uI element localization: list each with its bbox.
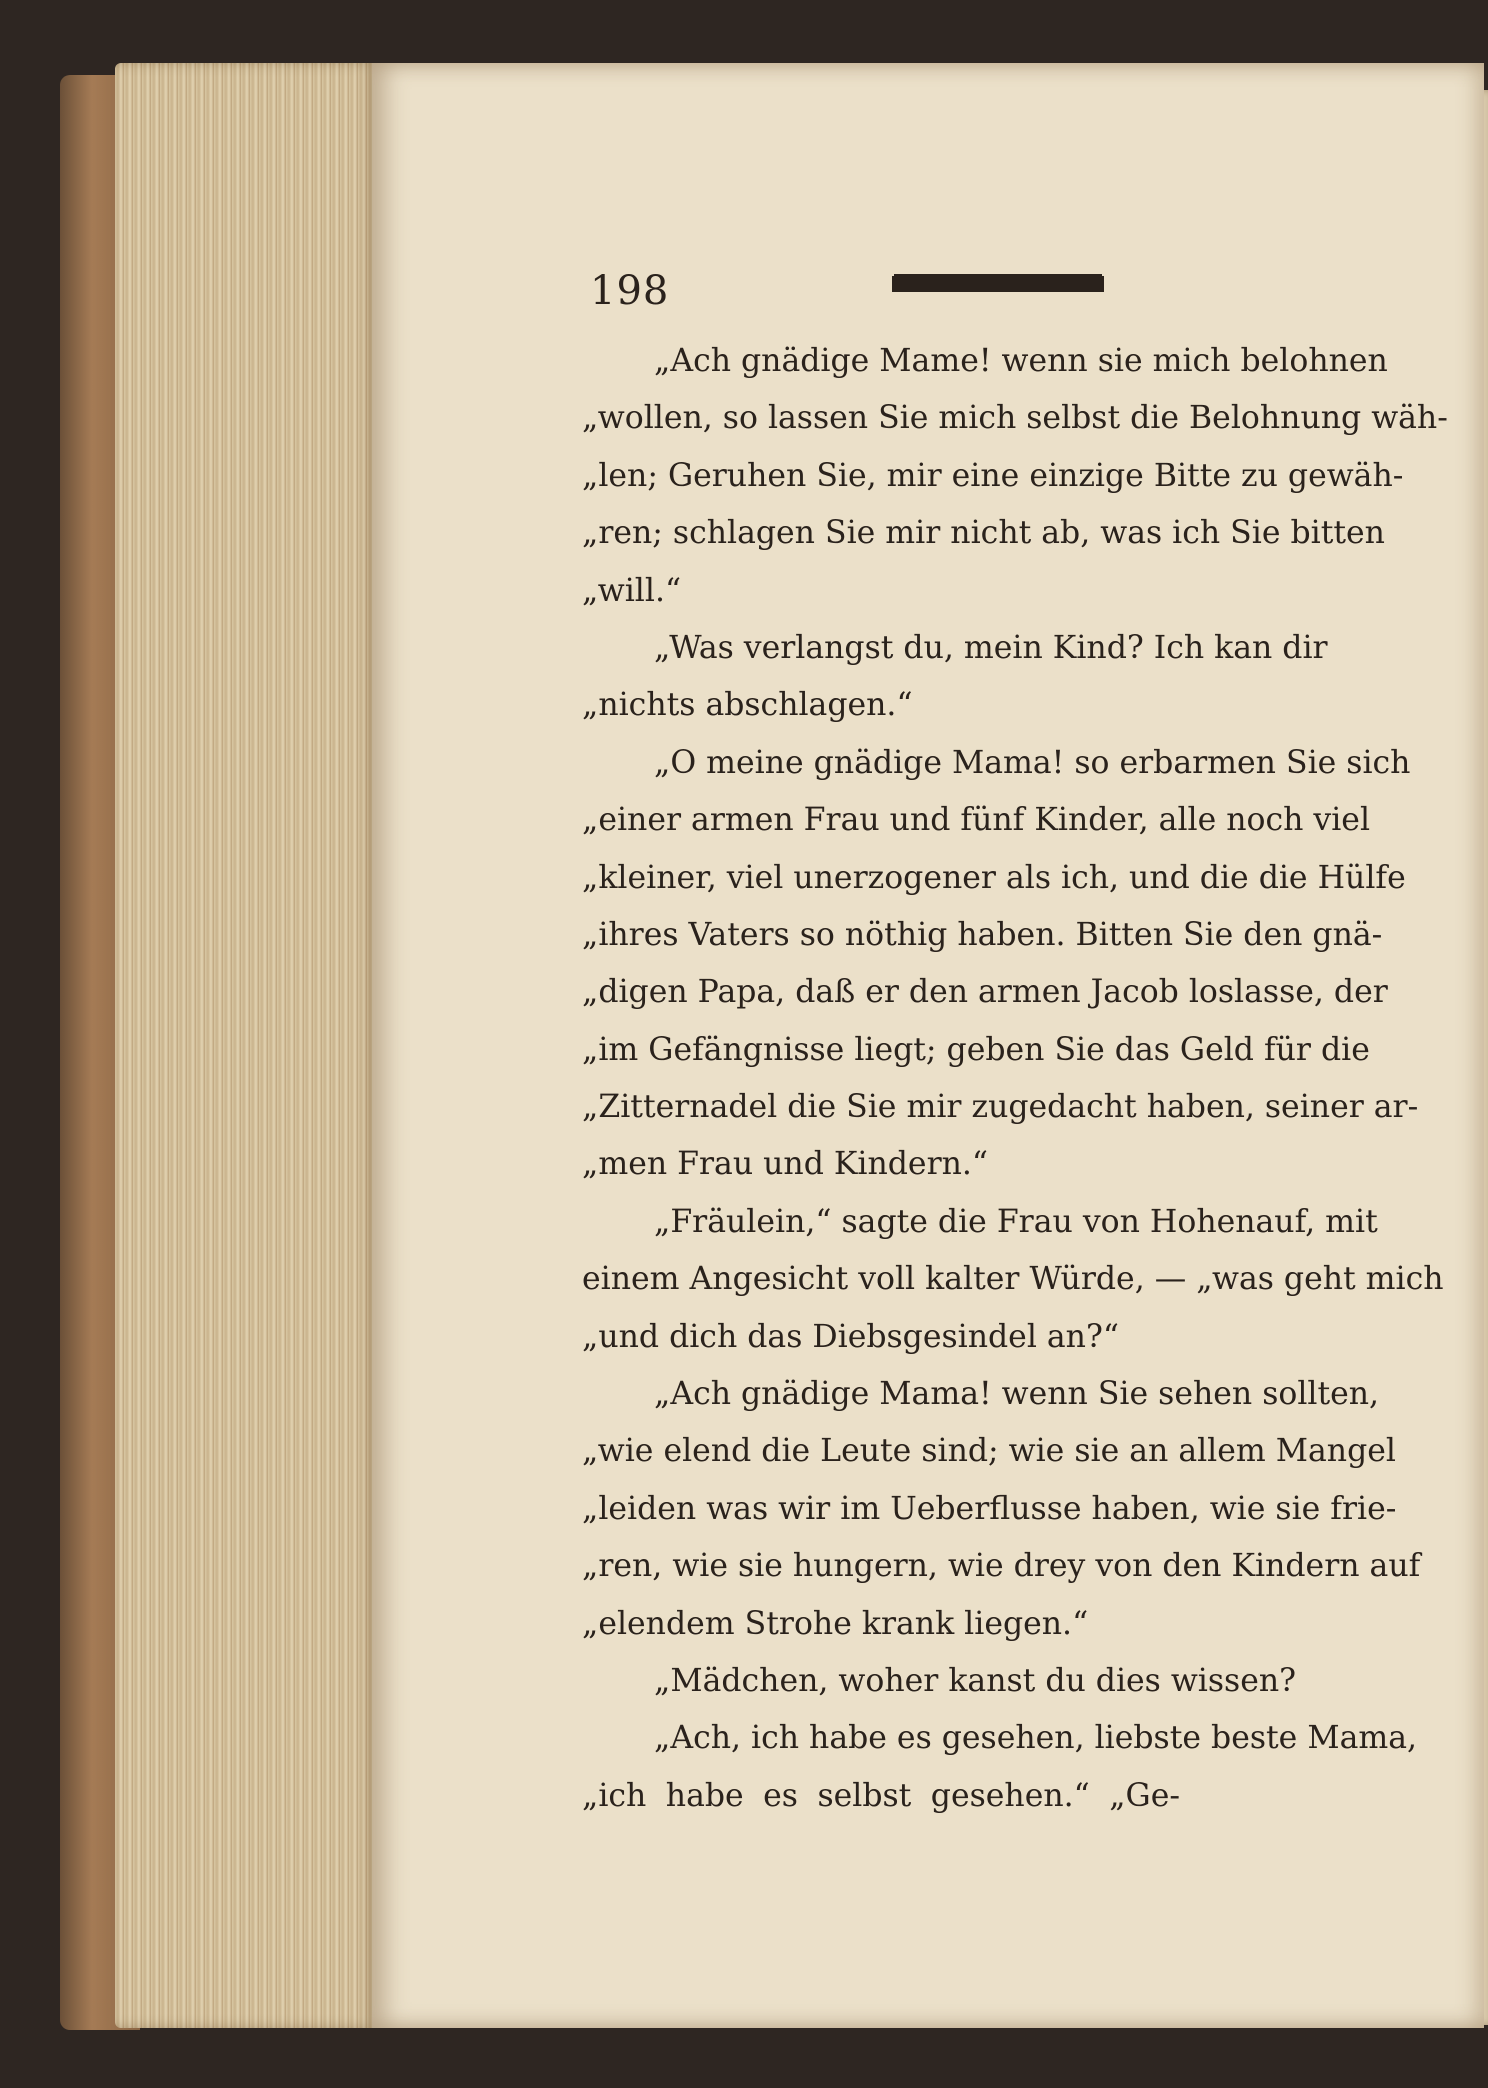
text-line: „Was verlangst du, mein Kind? Ich kan dir bbox=[654, 629, 1328, 666]
page-number: 198 bbox=[590, 268, 670, 314]
text-line: „kleiner, viel unerzogener als ich, und die die Hülfe bbox=[582, 859, 1406, 896]
text-line: „Mädchen, woher kanst du dies wissen? bbox=[654, 1662, 1297, 1699]
text-line: „ren, wie sie hungern, wie drey von den Kindern auf bbox=[582, 1548, 1421, 1585]
text-line: „ihres Vaters so nöthig haben. Bitten Sie den gnä‐ bbox=[582, 916, 1383, 953]
text-line: „wollen, so lassen Sie mich selbst die Belohnung wäh‐ bbox=[582, 400, 1448, 437]
page-edges bbox=[115, 63, 375, 2028]
text-line: „und dich das Diebsgesindel an?“ bbox=[582, 1318, 1119, 1355]
text-line: „Ach gnädige Mama! wenn Sie sehen sollten, bbox=[654, 1376, 1380, 1413]
book bbox=[60, 55, 1488, 2050]
text-line: „digen Papa, daß er den armen Jacob loslasse, der bbox=[582, 974, 1388, 1011]
text-line: „im Gefängnisse liegt; geben Sie das Geld für die bbox=[582, 1031, 1370, 1068]
text-line: „O meine gnädige Mama! so erbarmen Sie sich bbox=[654, 744, 1411, 781]
text-line: „ren; schlagen Sie mir nicht ab, was ich Sie bitten bbox=[582, 515, 1385, 552]
text-line: „Zitternadel die Sie mir zugedacht haben, seiner ar‐ bbox=[582, 1089, 1419, 1126]
text-line: „men Frau und Kindern.“ bbox=[582, 1146, 989, 1183]
text-line: „Fräulein,“ sagte die Frau von Hohenauf, mit bbox=[654, 1203, 1378, 1240]
text-line: „nichts abschlagen.“ bbox=[582, 687, 913, 724]
text-line: einem Angesicht voll kalter Würde, — „was geht mich bbox=[582, 1261, 1444, 1298]
text-line: „len; Geruhen Sie, mir eine einzige Bitte zu gewäh‐ bbox=[582, 457, 1404, 494]
header-ornament-rule bbox=[892, 276, 1104, 292]
body-text bbox=[582, 333, 1448, 1825]
text-line: „wie elend die Leute sind; wie sie an allem Mangel bbox=[582, 1433, 1396, 1470]
book-page bbox=[372, 63, 1484, 2028]
text-line: „will.“ bbox=[582, 572, 682, 609]
text-line: „elendem Strohe krank liegen.“ bbox=[582, 1605, 1089, 1642]
text-line: „einer armen Frau und fünf Kinder, alle noch viel bbox=[582, 802, 1371, 839]
text-line: „Ach, ich habe es gesehen, liebste beste Mama, bbox=[654, 1720, 1418, 1757]
text-line: „Ach gnädige Mame! wenn sie mich belohnen bbox=[654, 343, 1388, 379]
text-line: „leiden was wir im Ueberflusse haben, wie sie frie‐ bbox=[582, 1490, 1397, 1527]
text-line: „ich habe es selbst gesehen.“ „Ge‐ bbox=[582, 1777, 1180, 1814]
